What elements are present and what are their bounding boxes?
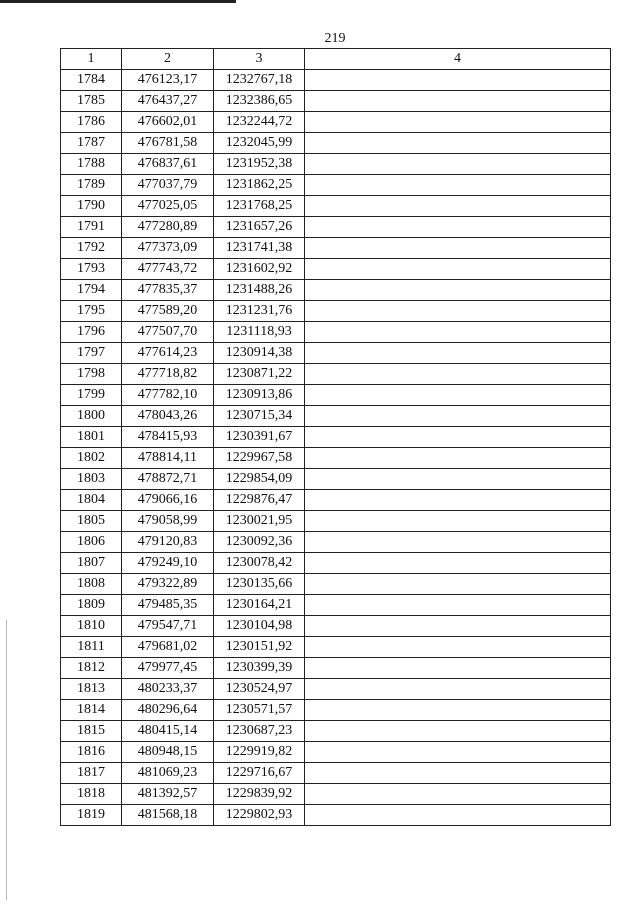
table-row [61, 154, 611, 175]
x-coordinate-cell: 479322,89 [122, 574, 214, 595]
y-coordinate-cell: 1231952,38 [214, 154, 305, 175]
y-coordinate-cell: 1229854,09 [214, 469, 305, 490]
x-coordinate-cell: 479547,71 [122, 616, 214, 637]
column-header-3: 3 [214, 49, 305, 70]
point-number-cell: 1802 [61, 448, 122, 469]
table-row [61, 91, 611, 112]
point-number-cell: 1796 [61, 322, 122, 343]
point-number-cell: 1806 [61, 532, 122, 553]
description-cell [305, 343, 611, 364]
description-cell [305, 637, 611, 658]
x-coordinate-cell: 476837,61 [122, 154, 214, 175]
point-number-cell: 1799 [61, 385, 122, 406]
y-coordinate-cell: 1229716,67 [214, 763, 305, 784]
table-row [61, 385, 611, 406]
description-cell [305, 70, 611, 91]
table-row [61, 343, 611, 364]
point-number-cell: 1801 [61, 427, 122, 448]
x-coordinate-cell: 479058,99 [122, 511, 214, 532]
table-row [61, 637, 611, 658]
y-coordinate-cell: 1231118,93 [214, 322, 305, 343]
x-coordinate-cell: 477718,82 [122, 364, 214, 385]
point-number-cell: 1788 [61, 154, 122, 175]
table-row [61, 658, 611, 679]
table-row [61, 406, 611, 427]
point-number-cell: 1804 [61, 490, 122, 511]
description-cell [305, 742, 611, 763]
point-number-cell: 1805 [61, 511, 122, 532]
description-cell [305, 238, 611, 259]
description-cell [305, 595, 611, 616]
description-cell [305, 175, 611, 196]
y-coordinate-cell: 1231741,38 [214, 238, 305, 259]
y-coordinate-cell: 1230151,92 [214, 637, 305, 658]
y-coordinate-cell: 1230715,34 [214, 406, 305, 427]
y-coordinate-cell: 1230092,36 [214, 532, 305, 553]
table-row [61, 490, 611, 511]
point-number-cell: 1797 [61, 343, 122, 364]
table-row [61, 700, 611, 721]
description-cell [305, 427, 611, 448]
y-coordinate-cell: 1232386,65 [214, 91, 305, 112]
point-number-cell: 1789 [61, 175, 122, 196]
description-cell [305, 112, 611, 133]
table-row [61, 259, 611, 280]
table-row [61, 784, 611, 805]
point-number-cell: 1787 [61, 133, 122, 154]
y-coordinate-cell: 1230399,39 [214, 658, 305, 679]
point-number-cell: 1812 [61, 658, 122, 679]
table-row [61, 196, 611, 217]
y-coordinate-cell: 1230914,38 [214, 343, 305, 364]
table-row [61, 742, 611, 763]
x-coordinate-cell: 477782,10 [122, 385, 214, 406]
table-row [61, 448, 611, 469]
y-coordinate-cell: 1230571,57 [214, 700, 305, 721]
table-row [61, 532, 611, 553]
table-row [61, 469, 611, 490]
table-row [61, 763, 611, 784]
description-cell [305, 553, 611, 574]
y-coordinate-cell: 1229876,47 [214, 490, 305, 511]
point-number-cell: 1807 [61, 553, 122, 574]
y-coordinate-cell: 1231602,92 [214, 259, 305, 280]
point-number-cell: 1793 [61, 259, 122, 280]
x-coordinate-cell: 481568,18 [122, 805, 214, 826]
y-coordinate-cell: 1230104,98 [214, 616, 305, 637]
point-number-cell: 1815 [61, 721, 122, 742]
table-row [61, 322, 611, 343]
table-row [61, 133, 611, 154]
x-coordinate-cell: 479485,35 [122, 595, 214, 616]
description-cell [305, 406, 611, 427]
y-coordinate-cell: 1229839,92 [214, 784, 305, 805]
column-header-4: 4 [305, 49, 611, 70]
x-coordinate-cell: 477025,05 [122, 196, 214, 217]
description-cell [305, 448, 611, 469]
x-coordinate-cell: 480948,15 [122, 742, 214, 763]
scan-edge-left [6, 620, 7, 900]
table-row [61, 553, 611, 574]
point-number-cell: 1817 [61, 763, 122, 784]
description-cell [305, 784, 611, 805]
point-number-cell: 1786 [61, 112, 122, 133]
point-number-cell: 1795 [61, 301, 122, 322]
y-coordinate-cell: 1230021,95 [214, 511, 305, 532]
description-cell [305, 658, 611, 679]
column-header-1: 1 [61, 49, 122, 70]
description-cell [305, 511, 611, 532]
description-cell [305, 532, 611, 553]
x-coordinate-cell: 479681,02 [122, 637, 214, 658]
x-coordinate-cell: 479066,16 [122, 490, 214, 511]
y-coordinate-cell: 1229919,82 [214, 742, 305, 763]
point-number-cell: 1798 [61, 364, 122, 385]
y-coordinate-cell: 1232767,18 [214, 70, 305, 91]
point-number-cell: 1813 [61, 679, 122, 700]
page-number: 219 [324, 31, 346, 46]
x-coordinate-cell: 476602,01 [122, 112, 214, 133]
y-coordinate-cell: 1230687,23 [214, 721, 305, 742]
description-cell [305, 322, 611, 343]
table-row [61, 70, 611, 91]
description-cell [305, 805, 611, 826]
point-number-cell: 1818 [61, 784, 122, 805]
scan-edge-top [0, 0, 236, 3]
table-row [61, 595, 611, 616]
point-number-cell: 1809 [61, 595, 122, 616]
description-cell [305, 616, 611, 637]
y-coordinate-cell: 1229802,93 [214, 805, 305, 826]
x-coordinate-cell: 479120,83 [122, 532, 214, 553]
y-coordinate-cell: 1230871,22 [214, 364, 305, 385]
description-cell [305, 385, 611, 406]
point-number-cell: 1819 [61, 805, 122, 826]
description-cell [305, 280, 611, 301]
table-row [61, 721, 611, 742]
description-cell [305, 721, 611, 742]
y-coordinate-cell: 1230913,86 [214, 385, 305, 406]
y-coordinate-cell: 1230524,97 [214, 679, 305, 700]
x-coordinate-cell: 478872,71 [122, 469, 214, 490]
point-number-cell: 1800 [61, 406, 122, 427]
description-cell [305, 364, 611, 385]
x-coordinate-cell: 477037,79 [122, 175, 214, 196]
table-row [61, 574, 611, 595]
table-row [61, 511, 611, 532]
description-cell [305, 133, 611, 154]
point-number-cell: 1808 [61, 574, 122, 595]
y-coordinate-cell: 1231488,26 [214, 280, 305, 301]
y-coordinate-cell: 1230391,67 [214, 427, 305, 448]
description-cell [305, 700, 611, 721]
y-coordinate-cell: 1232244,72 [214, 112, 305, 133]
table-row [61, 280, 611, 301]
table-row [61, 427, 611, 448]
y-coordinate-cell: 1231231,76 [214, 301, 305, 322]
table-row [61, 616, 611, 637]
y-coordinate-cell: 1231768,25 [214, 196, 305, 217]
point-number-cell: 1784 [61, 70, 122, 91]
x-coordinate-cell: 481069,23 [122, 763, 214, 784]
table-row [61, 175, 611, 196]
x-coordinate-cell: 478043,26 [122, 406, 214, 427]
x-coordinate-cell: 477743,72 [122, 259, 214, 280]
description-cell [305, 154, 611, 175]
table-row [61, 364, 611, 385]
x-coordinate-cell: 477835,37 [122, 280, 214, 301]
x-coordinate-cell: 476123,17 [122, 70, 214, 91]
y-coordinate-cell: 1229967,58 [214, 448, 305, 469]
point-number-cell: 1794 [61, 280, 122, 301]
description-cell [305, 763, 611, 784]
description-cell [305, 196, 611, 217]
x-coordinate-cell: 477373,09 [122, 238, 214, 259]
table-row [61, 217, 611, 238]
table-body [61, 70, 611, 826]
x-coordinate-cell: 478814,11 [122, 448, 214, 469]
description-cell [305, 469, 611, 490]
y-coordinate-cell: 1231862,25 [214, 175, 305, 196]
description-cell [305, 91, 611, 112]
x-coordinate-cell: 480415,14 [122, 721, 214, 742]
x-coordinate-cell: 479249,10 [122, 553, 214, 574]
x-coordinate-cell: 476437,27 [122, 91, 214, 112]
column-header-2: 2 [122, 49, 214, 70]
point-number-cell: 1790 [61, 196, 122, 217]
x-coordinate-cell: 477614,23 [122, 343, 214, 364]
x-coordinate-cell: 480233,37 [122, 679, 214, 700]
x-coordinate-cell: 480296,64 [122, 700, 214, 721]
y-coordinate-cell: 1230164,21 [214, 595, 305, 616]
x-coordinate-cell: 477589,20 [122, 301, 214, 322]
x-coordinate-cell: 481392,57 [122, 784, 214, 805]
description-cell [305, 259, 611, 280]
point-number-cell: 1810 [61, 616, 122, 637]
description-cell [305, 679, 611, 700]
table-row [61, 238, 611, 259]
point-number-cell: 1816 [61, 742, 122, 763]
description-cell [305, 301, 611, 322]
point-number-cell: 1814 [61, 700, 122, 721]
y-coordinate-cell: 1230135,66 [214, 574, 305, 595]
point-number-cell: 1811 [61, 637, 122, 658]
description-cell [305, 574, 611, 595]
y-coordinate-cell: 1230078,42 [214, 553, 305, 574]
table-row [61, 301, 611, 322]
table-row [61, 112, 611, 133]
description-cell [305, 490, 611, 511]
coordinates-table [60, 48, 611, 826]
point-number-cell: 1792 [61, 238, 122, 259]
x-coordinate-cell: 477280,89 [122, 217, 214, 238]
table-row [61, 679, 611, 700]
description-cell [305, 217, 611, 238]
x-coordinate-cell: 476781,58 [122, 133, 214, 154]
x-coordinate-cell: 477507,70 [122, 322, 214, 343]
y-coordinate-cell: 1232045,99 [214, 133, 305, 154]
point-number-cell: 1803 [61, 469, 122, 490]
y-coordinate-cell: 1231657,26 [214, 217, 305, 238]
x-coordinate-cell: 479977,45 [122, 658, 214, 679]
point-number-cell: 1785 [61, 91, 122, 112]
x-coordinate-cell: 478415,93 [122, 427, 214, 448]
table-header-row [61, 49, 611, 70]
table-row [61, 805, 611, 826]
point-number-cell: 1791 [61, 217, 122, 238]
